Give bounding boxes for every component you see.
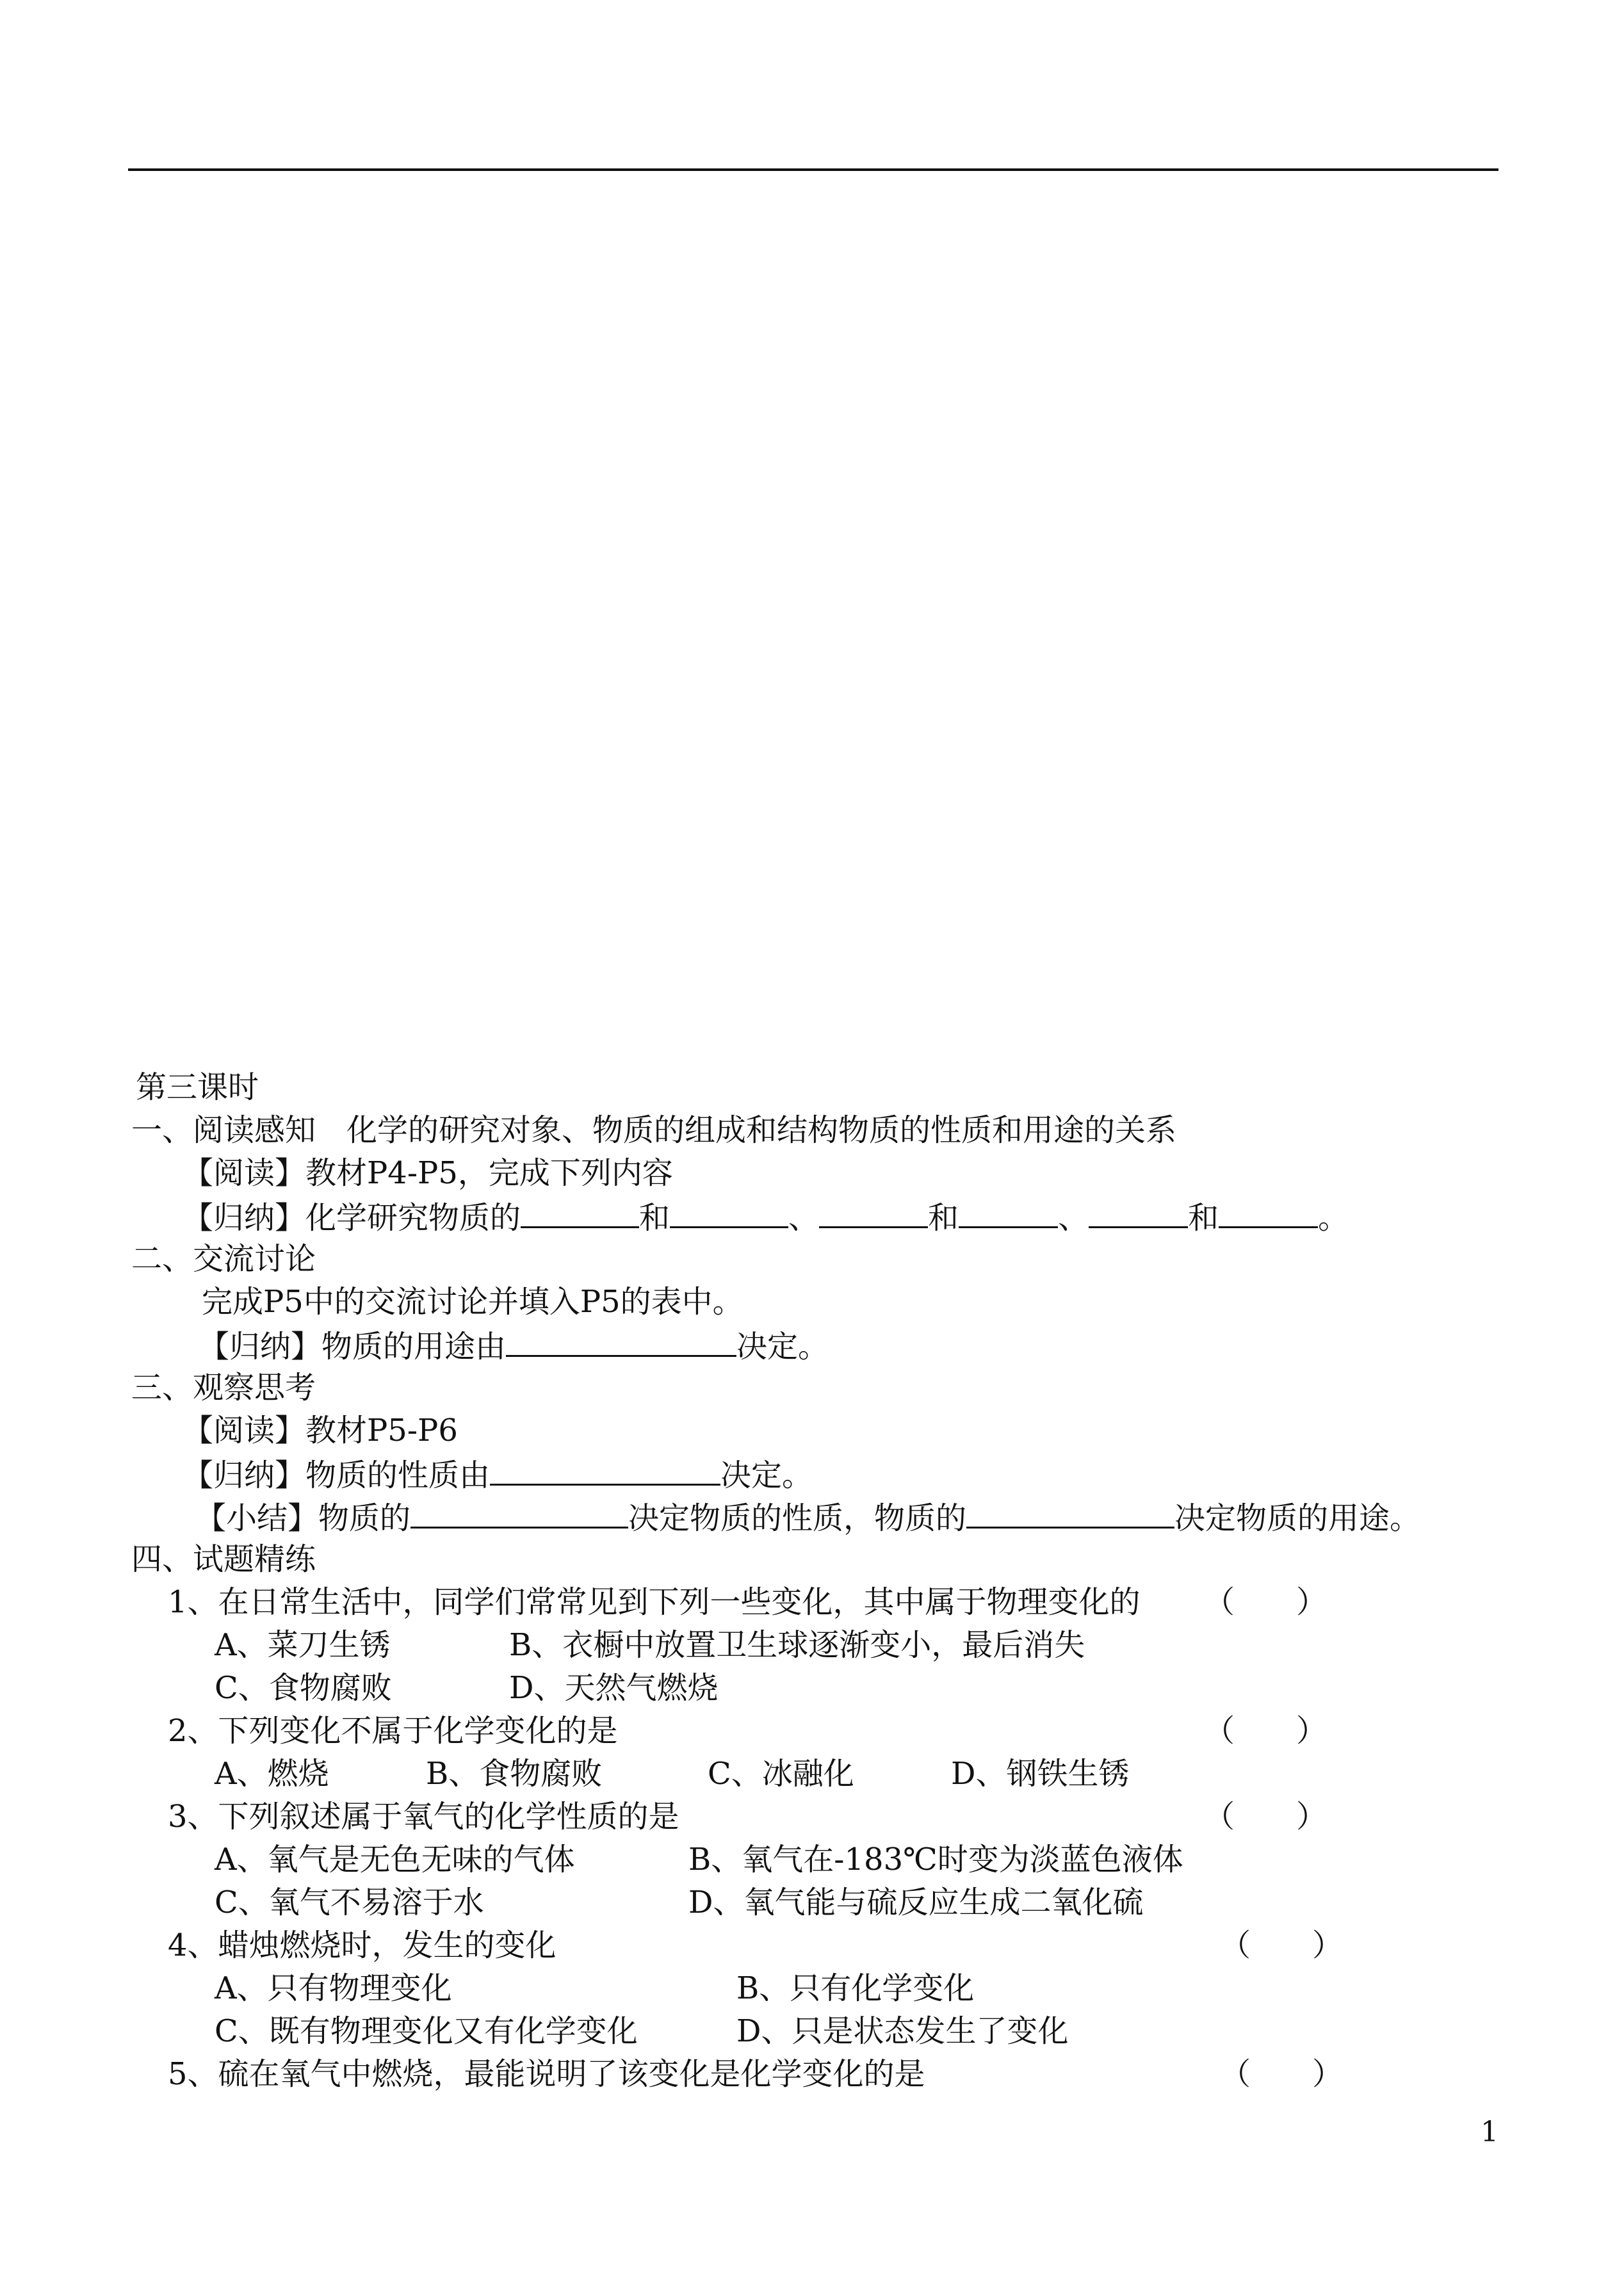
- option-c: C、既有物理变化又有化学变化: [215, 2013, 638, 2049]
- question-5-stem: 5、硫在氧气中燃烧，最能说明了该变化是化学变化的是: [168, 2056, 925, 2092]
- option-a: A、氧气是无色无味的气体: [215, 1842, 575, 1877]
- section-1-read: 【阅读】教材P4-P5，完成下列内容: [183, 1155, 673, 1191]
- fill-blank[interactable]: [521, 1197, 639, 1228]
- section-1-heading: 一、阅读感知 化学的研究对象、物质的组成和结构物质的性质和用途的关系: [131, 1112, 1177, 1148]
- fill-blank[interactable]: [670, 1197, 788, 1228]
- conclusion-mid: 决定物质的性质，物质的: [628, 1500, 967, 1536]
- answer-paren[interactable]: （ ）: [1220, 1927, 1344, 1963]
- fill-blank[interactable]: [966, 1497, 1174, 1529]
- header-rule: [128, 168, 1498, 171]
- option-b: B、氧气在-183℃时变为淡蓝色液体: [688, 1842, 1183, 1877]
- option-c: C、食物腐败: [215, 1670, 392, 1706]
- option-a: A、燃烧: [215, 1756, 329, 1792]
- answer-paren[interactable]: （ ）: [1204, 1584, 1328, 1620]
- summary-prefix: 【归纳】化学研究物质的: [183, 1200, 521, 1236]
- section-3-heading: 三、观察思考: [131, 1370, 316, 1406]
- option-c: C、冰融化: [708, 1756, 854, 1792]
- section-2-summary: [199, 1326, 829, 1366]
- option-d: D、只是状态发生了变化: [736, 2013, 1069, 2049]
- conclusion-suffix: 决定物质的用途。: [1174, 1500, 1421, 1536]
- question-2-stem: 2、下列变化不属于化学变化的是: [168, 1713, 618, 1749]
- question-4-stem: 4、蜡烛燃烧时，发生的变化: [168, 1927, 556, 1963]
- option-a: A、菜刀生锈: [215, 1627, 391, 1663]
- lesson-title: 第三课时: [136, 1069, 259, 1105]
- section-4-heading: 四、试题精练: [131, 1541, 316, 1577]
- and-text: 和: [639, 1200, 670, 1236]
- section-2-instruction: 完成P5中的交流讨论并填入P5的表中。: [202, 1284, 743, 1320]
- summary-prefix: 【归纳】物质的用途由: [199, 1329, 507, 1365]
- option-b: B、只有化学变化: [736, 1970, 975, 2006]
- option-d: D、天然气燃烧: [509, 1670, 719, 1706]
- fill-blank[interactable]: [959, 1197, 1058, 1228]
- and-text: 和: [1188, 1200, 1219, 1236]
- option-d: D、钢铁生锈: [951, 1756, 1130, 1792]
- fill-blank[interactable]: [490, 1454, 720, 1486]
- section-3-read: 【阅读】教材P5-P6: [183, 1413, 458, 1448]
- section-3-summary: [183, 1454, 813, 1495]
- fill-blank[interactable]: [410, 1497, 628, 1529]
- option-b: B、衣橱中放置卫生球逐渐变小，最后消失: [509, 1627, 1085, 1663]
- fill-blank[interactable]: [506, 1326, 736, 1357]
- separator-text: 、: [1058, 1200, 1089, 1236]
- answer-paren[interactable]: （ ）: [1220, 2056, 1344, 2092]
- summary-suffix: 决定。: [736, 1329, 829, 1365]
- option-d: D、氧气能与硫反应生成二氧化硫: [688, 1885, 1144, 1920]
- summary-suffix: 决定。: [720, 1457, 813, 1493]
- fill-blank[interactable]: [819, 1197, 928, 1228]
- end-punct: 。: [1318, 1200, 1349, 1236]
- question-3-stem: 3、下列叙述属于氧气的化学性质的是: [168, 1799, 679, 1835]
- page-number: 1: [1481, 2116, 1498, 2148]
- fill-blank[interactable]: [1219, 1197, 1318, 1228]
- fill-blank[interactable]: [1089, 1197, 1188, 1228]
- option-a: A、只有物理变化: [215, 1970, 452, 2006]
- and-text: 和: [928, 1200, 959, 1236]
- answer-paren[interactable]: （ ）: [1204, 1799, 1328, 1835]
- section-1-summary: [183, 1197, 1349, 1237]
- separator-text: 、: [788, 1200, 820, 1236]
- option-b: B、食物腐败: [426, 1756, 603, 1792]
- section-2-heading: 二、交流讨论: [131, 1241, 316, 1277]
- conclusion-prefix: 【小结】物质的: [195, 1500, 411, 1536]
- option-c: C、氧气不易溶于水: [215, 1885, 484, 1920]
- section-3-conclusion: [195, 1497, 1420, 1537]
- summary-prefix: 【归纳】物质的性质由: [183, 1457, 491, 1493]
- answer-paren[interactable]: （ ）: [1204, 1713, 1328, 1749]
- question-1-stem: 1、在日常生活中，同学们常常见到下列一些变化，其中属于物理变化的: [168, 1584, 1141, 1620]
